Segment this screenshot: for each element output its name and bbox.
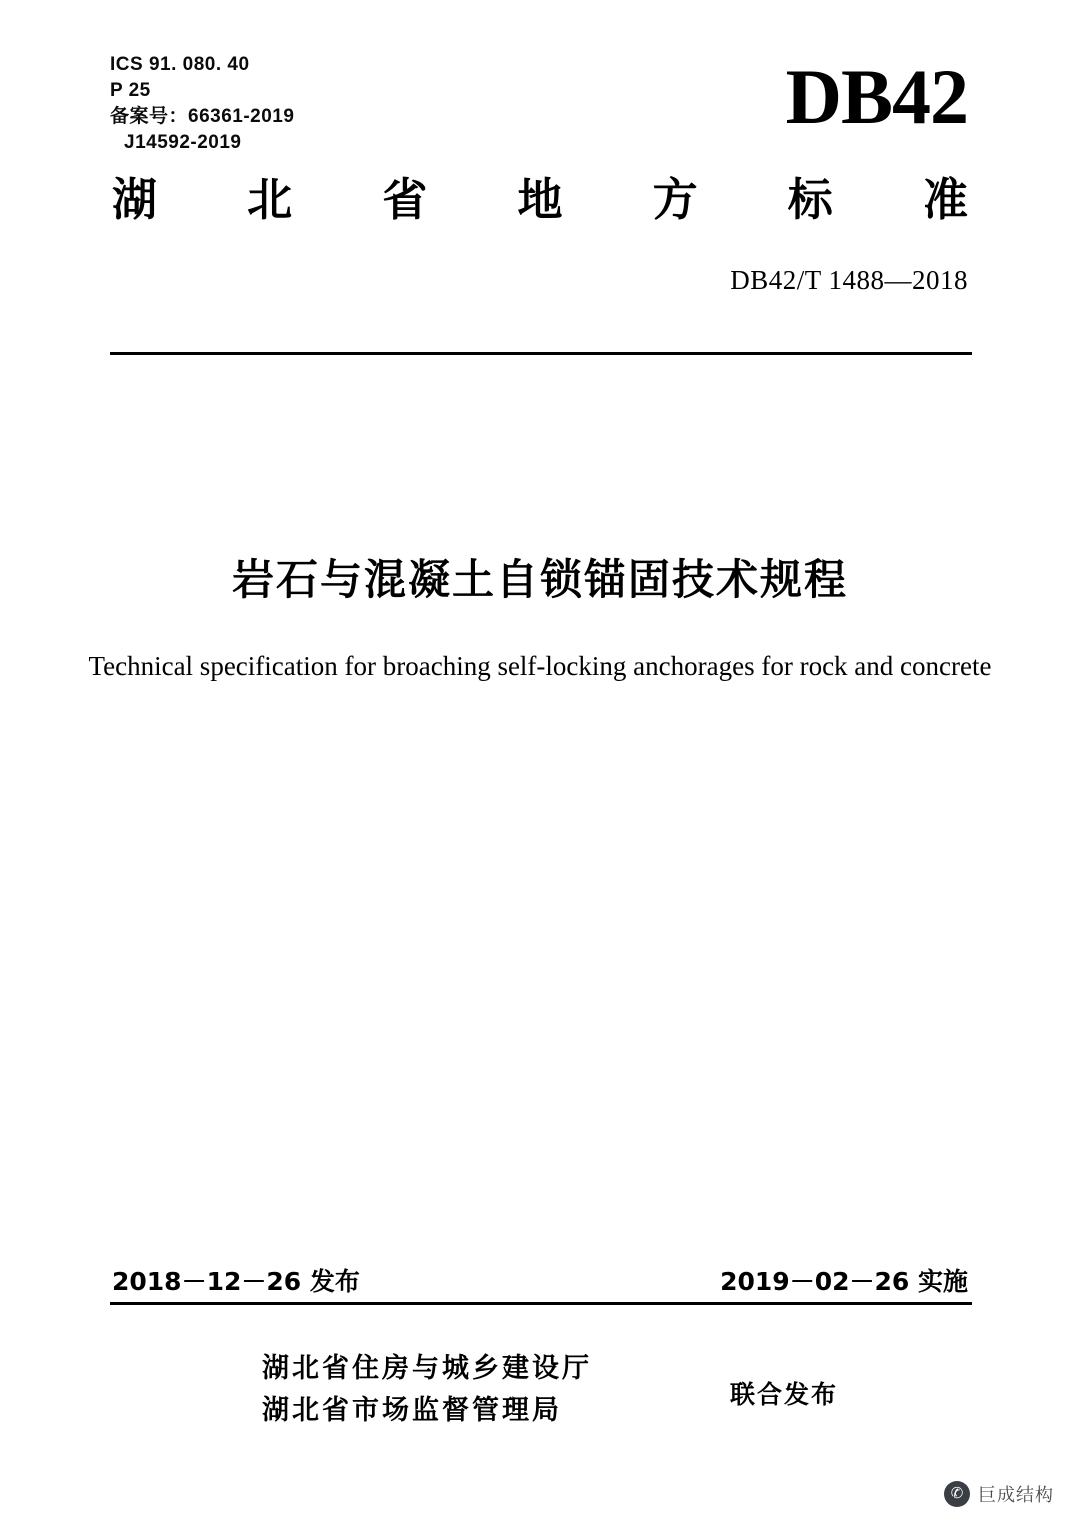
province-title-char-5: 方 bbox=[652, 173, 698, 226]
date-row bbox=[112, 1262, 968, 1298]
record-number-1: 备案号：66361-2019 bbox=[110, 106, 295, 127]
standard-number: DB42/T 1488—2018 bbox=[730, 265, 968, 295]
province-title-char-6: 标 bbox=[787, 173, 833, 226]
province-standard-title bbox=[112, 172, 968, 228]
province-title-char-3: 省 bbox=[382, 173, 428, 226]
classification-code: P 25 bbox=[110, 80, 151, 101]
province-title-char-4: 地 bbox=[517, 173, 563, 226]
record-number-2: J14592-2019 bbox=[124, 132, 242, 153]
issuing-authorities bbox=[262, 1348, 592, 1432]
province-title-char-7: 准 bbox=[922, 173, 968, 226]
watermark-label: 巨成结构 bbox=[978, 1485, 1054, 1506]
wechat-icon: ✆ bbox=[944, 1481, 970, 1507]
document-title-en: Technical specification for broaching self-locking anchorages for rock and concrete bbox=[88, 651, 992, 681]
province-title-char-1: 湖 bbox=[112, 173, 158, 226]
issuer-1: 湖北省住房与城乡建设厅 bbox=[262, 1353, 592, 1384]
series-mark: DB42 bbox=[785, 53, 968, 140]
joint-release-label: 联合发布 bbox=[730, 1380, 839, 1409]
province-title-char-2: 北 bbox=[247, 173, 293, 226]
watermark-badge bbox=[936, 1477, 1062, 1511]
document-title-cn: 岩石与混凝土自锁锚固技术规程 bbox=[231, 555, 848, 604]
issue-date: 2018－12－26 发布 bbox=[112, 1267, 360, 1296]
footer-divider bbox=[110, 1302, 972, 1305]
code-block bbox=[110, 52, 294, 156]
issuer-2: 湖北省市场监督管理局 bbox=[262, 1395, 562, 1426]
header-divider bbox=[110, 352, 972, 355]
ics-code: ICS 91. 080. 40 bbox=[110, 54, 250, 75]
effective-date: 2019－02－26 实施 bbox=[720, 1267, 968, 1296]
